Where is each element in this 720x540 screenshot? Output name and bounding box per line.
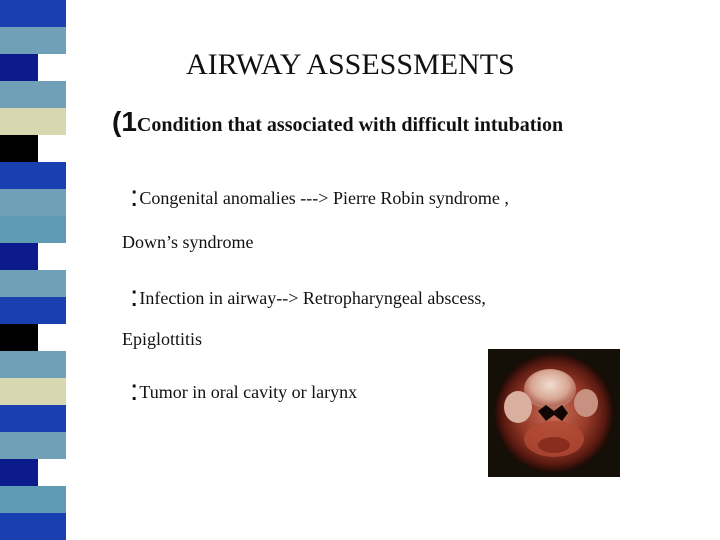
stripe-segment <box>0 405 66 432</box>
stripe-segment <box>0 81 66 108</box>
list-item-continuation: Down’s syndrome <box>122 232 254 252</box>
stripe-segment <box>0 324 38 351</box>
stripe-segment <box>0 0 66 27</box>
list-item-continuation: Epiglottitis <box>122 329 203 349</box>
stripe-segment <box>0 216 66 243</box>
laryngoscopy-image <box>488 349 620 477</box>
list-item-text: Congenital anomalies ---> Pierre Robin syndrome , <box>139 188 509 208</box>
list-item-infection <box>130 280 486 314</box>
stripe-segment <box>0 54 38 81</box>
list-item-tumor <box>130 374 357 408</box>
stripe-segment <box>0 27 66 54</box>
stripe-segment <box>0 432 66 459</box>
stripe-segment <box>0 513 66 540</box>
section-number: (1 <box>112 106 137 137</box>
stripe-segment <box>0 270 66 297</box>
stripe-segment <box>0 378 66 405</box>
section-heading-text: Condition that associated with difficult intubation <box>136 114 564 136</box>
section-heading <box>112 106 563 138</box>
list-item-congenital <box>130 180 509 214</box>
list-marker: : <box>130 280 139 313</box>
stripe-segment <box>0 189 66 216</box>
stripe-segment <box>0 162 66 189</box>
slide-title: AIRWAY ASSESSMENTS <box>186 48 515 81</box>
stripe-segment <box>0 135 38 162</box>
stripe-segment <box>0 297 66 324</box>
decorative-stripe-bar <box>0 0 66 540</box>
list-item-text: Infection in airway--> Retropharyngeal abscess, <box>139 288 486 308</box>
list-marker: : <box>130 180 139 213</box>
stripe-segment <box>0 486 66 513</box>
stripe-segment <box>0 459 38 486</box>
list-marker: : <box>130 374 139 407</box>
stripe-segment <box>0 351 66 378</box>
list-item-text: Tumor in oral cavity or larynx <box>139 382 358 402</box>
stripe-segment <box>0 108 66 135</box>
stripe-segment <box>0 243 38 270</box>
